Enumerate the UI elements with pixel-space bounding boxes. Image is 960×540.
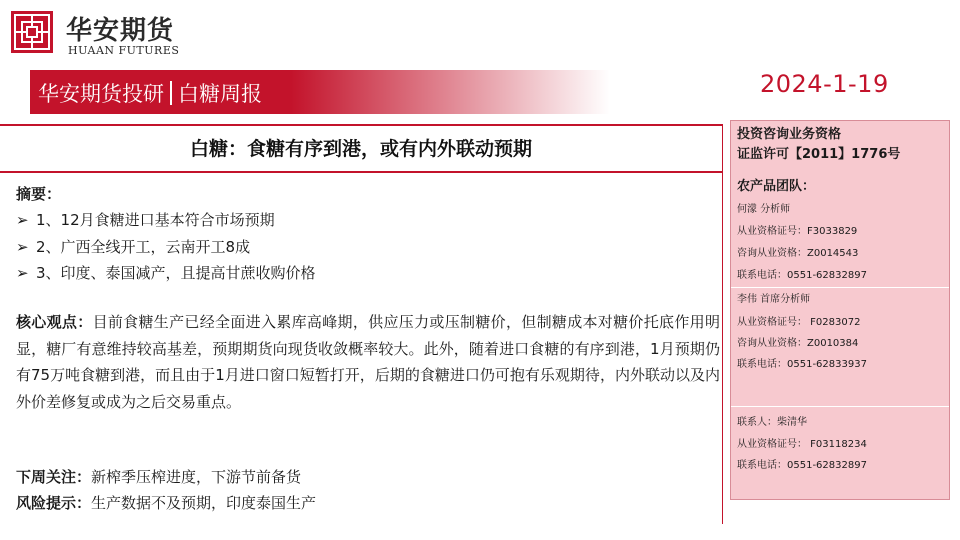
logo-seal-icon — [10, 10, 54, 54]
report-date: 2024-1-19 — [760, 70, 889, 98]
summary-list — [16, 207, 316, 287]
vertical-divider — [722, 124, 723, 524]
title-divider — [0, 171, 722, 173]
banner-separator — [170, 81, 172, 105]
list-item — [16, 207, 316, 234]
next-week-text: 新榨季压榨进度，下游节前备货 — [91, 468, 302, 486]
team-heading: 农产品团队： — [737, 179, 816, 194]
summary-item-text: 2、广西全线开工，云南开工8成 — [36, 237, 251, 256]
company-logo — [6, 6, 206, 58]
analyst1-advisory: 咨询从业资格：Z0014543 — [737, 248, 859, 259]
arrow-bullet-icon: ➢ — [16, 237, 29, 256]
page-title: 白糖：食糖有序到港，或有内外联动预期 — [190, 138, 533, 160]
core-view-text: 目前食糖生产已经全面进入累库高峰期，供应压力或压制糖价，但制糖成本对糖价托底作用明显，糖厂有意维持较高基差，预期期货向现货收敛概率较大。此外，随着进口食糖的有序到港，1月预期仍有75万吨食糖到港，而且由于1月进口窗口短暂打开，后期的食糖进口仍可抱有乐观期待，内外联动以及内外价差修复或成为之后交易重点。 — [16, 313, 720, 411]
risk-label: 风险提示： — [16, 494, 92, 512]
list-item — [16, 234, 316, 261]
next-week-label: 下周关注： — [16, 468, 92, 486]
analyst1-phone: 联系电话：0551-62832897 — [737, 270, 867, 281]
logo-english-name: HUAAN FUTURES — [68, 44, 180, 57]
arrow-bullet-icon: ➢ — [16, 264, 29, 282]
contact-phone: 联系电话：0551-62832897 — [737, 460, 867, 471]
analyst2-phone: 联系电话：0551-62833937 — [737, 359, 867, 370]
qualification-line: 投资咨询业务资格 — [737, 127, 842, 142]
report-banner — [30, 70, 610, 114]
contact-license: 从业资格证号： F03118234 — [737, 439, 867, 450]
logo-chinese-name: 华安期货 — [66, 16, 175, 46]
license-line: 证监许可【2011】1776号 — [737, 147, 901, 162]
analyst2-advisory: 咨询从业资格：Z0010384 — [737, 338, 859, 349]
core-view-label: 核心观点： — [16, 313, 93, 331]
banner-left-label: 华安期货投研 — [38, 82, 164, 106]
analyst2-license: 从业资格证号： F0283072 — [737, 317, 861, 328]
risk-text: 生产数据不及预期，印度泰国生产 — [91, 494, 317, 512]
panel-divider — [731, 287, 949, 288]
analyst1-license: 从业资格证号：F3033829 — [737, 226, 858, 237]
banner-right-label: 白糖周报 — [178, 82, 262, 106]
core-view-paragraph — [16, 309, 720, 415]
analyst1-name: 何濛 分析师 — [737, 204, 791, 215]
summary-heading: 摘要： — [16, 185, 62, 203]
analyst-info-panel — [730, 120, 950, 500]
arrow-bullet-icon: ➢ — [16, 211, 29, 229]
summary-item-text: 1、12月食糖进口基本符合市场预期 — [36, 211, 275, 229]
next-week-focus — [16, 464, 301, 490]
top-divider — [0, 124, 722, 126]
list-item — [16, 260, 316, 287]
contact-name: 联系人：柴清华 — [737, 417, 807, 428]
summary-item-text: 3、印度、泰国减产，且提高甘蔗收购价格 — [36, 264, 316, 282]
risk-warning — [16, 490, 316, 516]
panel-divider — [731, 406, 949, 407]
banner-text — [38, 78, 262, 108]
analyst2-name: 李伟 首席分析师 — [737, 294, 811, 305]
